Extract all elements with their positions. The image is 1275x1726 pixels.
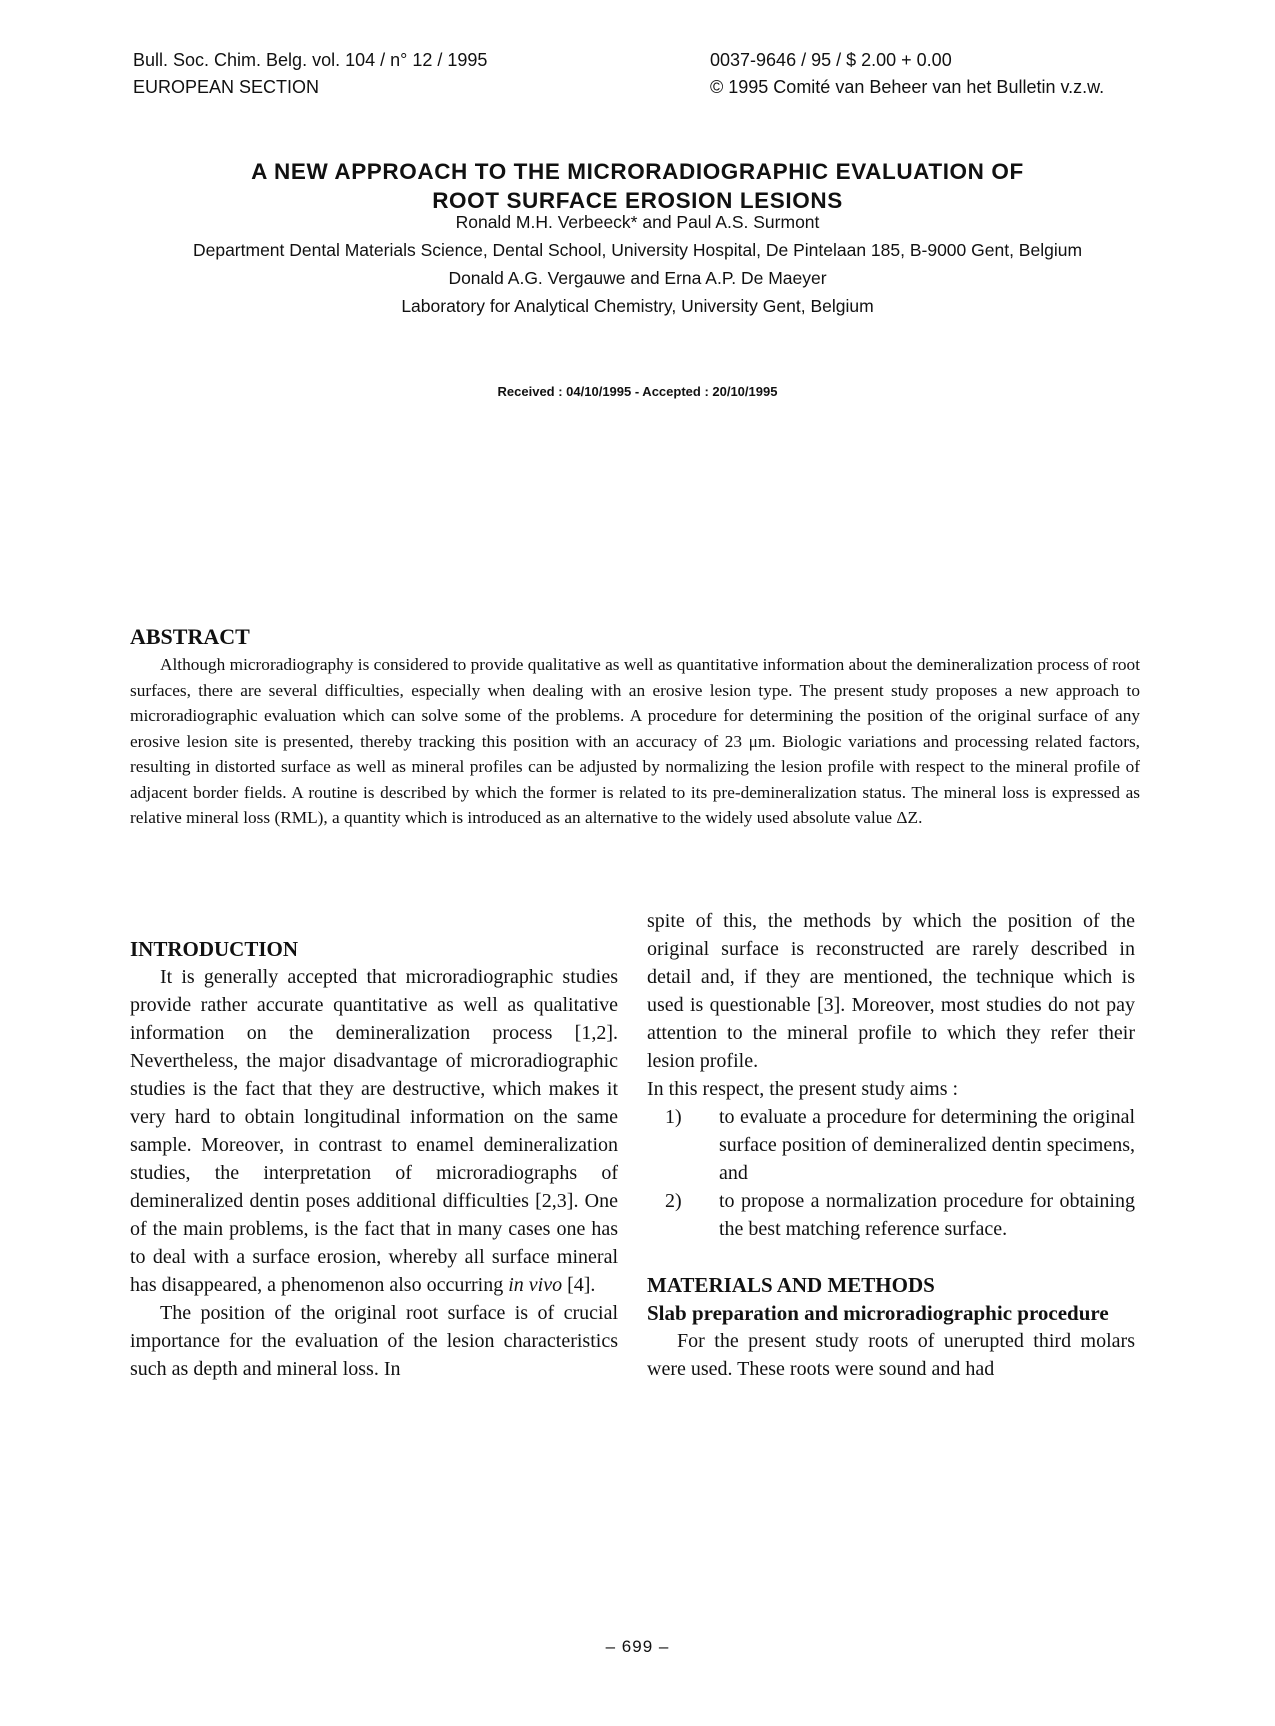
aims-list: [647, 1103, 1135, 1243]
journal-citation: [133, 47, 487, 101]
methods-subheading: Slab preparation and microradiographic procedure: [647, 1301, 1109, 1325]
issn-copyright: [710, 47, 1104, 101]
page-number: – 699 –: [605, 1637, 670, 1656]
introduction-paragraph-3: spite of this, the methods by which the position of the original surface is reconstructed are rarely described in detail and, if they are mentioned, the technique which is used is questionable [3]. Moreover, most studies do not pay attention to the mineral profile to which they refer their lesion profile.: [647, 910, 1135, 1072]
list-item-text: to propose a normalization procedure for obtaining the best matching reference surface.: [719, 1190, 1135, 1240]
list-item: [647, 1187, 1135, 1243]
list-item-number: 1): [665, 1106, 682, 1128]
paper-title: [0, 157, 1275, 215]
issn-price: 0037-9646 / 95 / $ 2.00 + 0.00: [710, 50, 952, 70]
intro-p1-end: [4].: [562, 1274, 596, 1296]
affiliation-2: Laboratory for Analytical Chemistry, University Gent, Belgium: [401, 296, 874, 316]
intro-p1-italic: in vivo: [508, 1274, 563, 1296]
received-accepted-dates: Received : 04/10/1995 - Accepted : 20/10/1995: [497, 384, 778, 399]
authors-line-2: Donald A.G. Vergauwe and Erna A.P. De Maeyer: [448, 268, 827, 288]
journal-section: EUROPEAN SECTION: [133, 77, 320, 97]
introduction-paragraph-2: The position of the original root surface is of crucial importance for the evaluation of the lesion characteristics such as depth and mineral loss. In: [130, 1302, 618, 1380]
introduction-paragraph-1: [130, 963, 618, 1299]
author-block: [0, 208, 1275, 320]
copyright: © 1995 Comité van Beheer van het Bulletin v.z.w.: [710, 77, 1105, 97]
intro-p1-text: It is generally accepted that microradiographic studies provide rather accurate quantitative as well as qualitative information on the demineralization process [1,2]. Nevertheless, the major disadvantage of microradiographic studies is the fact that they are destructive, which makes it very hard to obtain longitudinal information on the same sample. Moreover, in contrast to enamel demineralization studies, the interpretation of microradiographs of demineralized dentin poses additional difficulties [2,3]. One of the main problems, is the fact that in many cases one has to deal with a surface erosion, whereby all surface mineral has disappeared, a phenomenon also occurring: [130, 966, 618, 1296]
introduction-paragraph-4: In this respect, the present study aims :: [647, 1078, 959, 1100]
left-column: [130, 935, 618, 1383]
list-item-text: to evaluate a procedure for determining the original surface position of demineralized dentin specimens, and: [719, 1106, 1135, 1184]
list-item: [647, 1103, 1135, 1187]
introduction-heading: INTRODUCTION: [130, 937, 299, 961]
affiliation-1: Department Dental Materials Science, Dental School, University Hospital, De Pintelaan 185, B-9000 Gent, Belgium: [192, 240, 1083, 260]
methods-heading: MATERIALS AND METHODS: [647, 1273, 935, 1297]
list-item-number: 2): [665, 1190, 682, 1212]
abstract-text: Although microradiography is considered to provide qualitative as well as quantitative information about the demineralization process of root surfaces, there are several difficulties, especially when dealing with an erosive lesion type. The present study proposes a new approach to microradiographic evaluation which can solve some of the problems. A procedure for determining the position of the original surface of any erosive lesion site is presented, thereby tracking this position with an accuracy of 23 μm. Biologic variations and processing related factors, resulting in distorted surface as well as mineral profiles can be adjusted by normalizing the lesion profile with respect to the mineral profile of adjacent border fields. A routine is described by which the former is related to its pre-demineralization status. The mineral loss is expressed as relative mineral loss (RML), a quantity which is introduced as an alternative to the widely used absolute value ΔZ.: [130, 655, 1140, 827]
journal-volume: Bull. Soc. Chim. Belg. vol. 104 / n° 12 / 1995: [133, 50, 488, 70]
abstract-heading: ABSTRACT: [130, 624, 250, 649]
title-line-1: A NEW APPROACH TO THE MICRORADIOGRAPHIC EVALUATION OF: [251, 159, 1024, 184]
methods-paragraph-1: For the present study roots of unerupted third molars were used. These roots were sound and had: [647, 1330, 1135, 1380]
title-line-2: ROOT SURFACE EROSION LESIONS: [432, 188, 843, 213]
authors-line-1: Ronald M.H. Verbeeck* and Paul A.S. Surmont: [455, 212, 820, 232]
right-column: [647, 907, 1135, 1383]
